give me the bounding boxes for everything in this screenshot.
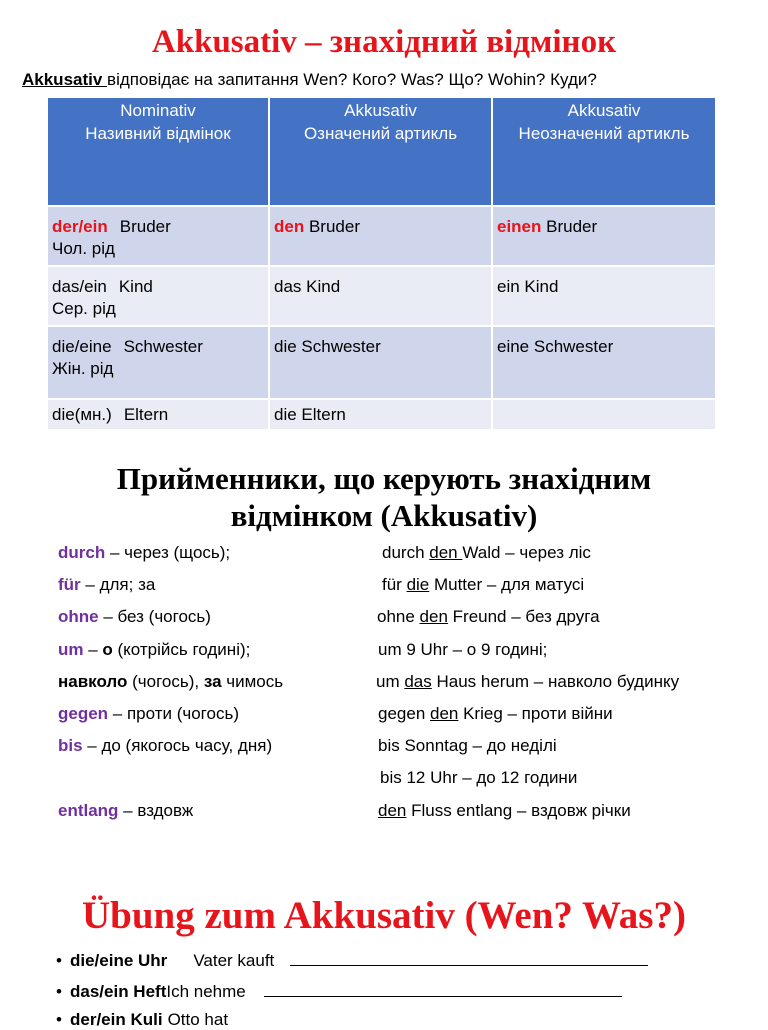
cell-indefinite: einen Bruder [492, 206, 716, 266]
prepositions-heading: Прийменники, що керують знахідним відмінком (Akkusativ) [116, 461, 652, 533]
exercise-noun: die/eine Uhr [70, 951, 168, 970]
exercise-noun: das/ein Heft [70, 982, 167, 1001]
exercise-sentence: Vater kauft [193, 951, 275, 970]
cell-definite: die Schwester [269, 326, 492, 399]
list-item: bis – до (якогось часу, дня) bis Sonntag – до неділі [58, 736, 557, 755]
cell-nominativ: die/eine Schwester Жін. рід [47, 326, 269, 399]
exercise-heading: Übung zum Akkusativ (Wen? Was?) [82, 894, 686, 937]
exercise-sentence: Ich nehme [166, 982, 246, 1001]
table-row [47, 206, 716, 266]
cell-definite: die Eltern [269, 399, 492, 430]
list-item: gegen – проти (чогось) gegen den Krieg – проти війни [58, 704, 613, 723]
list-item: um – о (котрійсь годині); um 9 Uhr – о 9 годині; [58, 640, 548, 659]
cell-indefinite: eine Schwester [492, 326, 716, 399]
intro-text: відповідає на запитання Wen? Кого? Was? Що? Wohin? Куди? [107, 70, 597, 89]
cell-indefinite: ein Kind [492, 266, 716, 326]
header-nominativ: Nominativ Називний відмінок [47, 97, 269, 206]
exercise-item: • der/ein Kuli Otto hat [56, 1010, 229, 1029]
intro-keyword: Akkusativ [22, 70, 108, 89]
intro-line [22, 70, 597, 90]
header-akkusativ-indefinite: Akkusativ Неозначений артикль [492, 97, 716, 206]
exercise-noun: der/ein Kuli [70, 1010, 163, 1029]
answer-blank[interactable] [264, 980, 622, 997]
list-item: bis 12 Uhr – до 12 години [380, 768, 578, 787]
list-item: ohne – без (чогось) ohne den Freund – без друга [58, 607, 600, 626]
cell-indefinite [492, 399, 716, 430]
cell-nominativ: der/ein Bruder Чол. рід [47, 206, 269, 266]
cell-nominativ: das/ein Kind Сер. рід [47, 266, 269, 326]
article-table [46, 96, 717, 431]
list-item: навколо (чогось), за чимось um das Haus herum – навколо будинку [58, 672, 680, 691]
answer-blank[interactable] [290, 949, 648, 966]
table-header-row [47, 97, 716, 206]
cell-definite: den Bruder [269, 206, 492, 266]
exercise-item: • die/eine Uhr Vater kauft [56, 949, 648, 971]
table-row [47, 326, 716, 399]
list-item: durch – через (щось); durch den Wald – через ліс [58, 543, 591, 562]
list-item: entlang – вздовж den Fluss entlang – вздовж річки [58, 801, 631, 820]
table-row [47, 399, 716, 430]
exercise-sentence: Otto hat [167, 1010, 229, 1029]
cell-nominativ: die(мн.) Eltern [47, 399, 269, 430]
table-row [47, 266, 716, 326]
exercise-item: • das/ein HeftIch nehme [56, 980, 622, 1002]
cell-definite: das Kind [269, 266, 492, 326]
header-akkusativ-definite: Akkusativ Означений артикль [269, 97, 492, 206]
page-title: Akkusativ – знахідний відмінок [151, 24, 617, 60]
list-item: für – для; за für die Mutter – для матусі [58, 575, 585, 594]
